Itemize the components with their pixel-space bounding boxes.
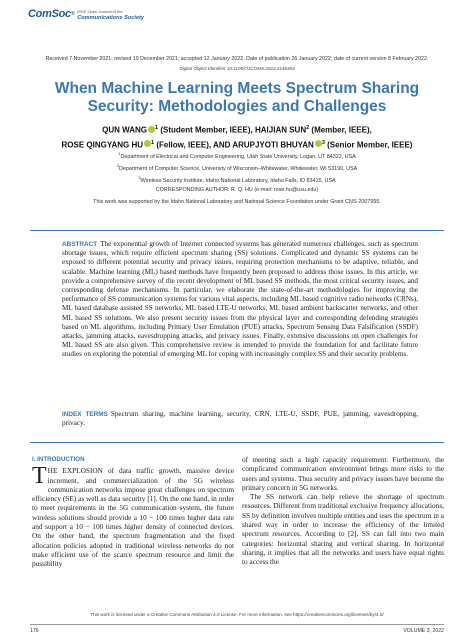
column-left — [32, 455, 234, 569]
title-line-2: Security: Methodologies and Challenges — [87, 98, 387, 115]
license-note: This work is licensed under a Creative Commons Attribution 4.0 License. For more information, see https://creativecommons.org/licenses/by/4.0/ — [90, 612, 384, 617]
volume-label: VOLUME 3, 2022 — [403, 628, 444, 634]
column-right — [242, 455, 444, 567]
orcid-icon[interactable] — [148, 126, 155, 133]
affiliation-2: $^2$Department of Computer Science, University of Wisconsin–Whitewater, Whitewater, WI 53190, USA — [116, 163, 358, 172]
page-footer — [30, 624, 444, 636]
abstract-label: ABSTRACT — [62, 241, 98, 248]
author-rose-hu: ROSE QINGYANG HU — [61, 140, 144, 150]
index-terms-text: Spectrum sharing, machine learning, security, CRN, LTE-U, SSDF, PUE, jamming, eavesdropping, privacy. — [62, 410, 418, 428]
funding-note: This work was supported by the Idaho National Laboratory and National Science Foundation under Grant CNS-2007995. — [93, 199, 381, 205]
journal-name-line2: Communications Society — [77, 15, 145, 21]
author-list — [20, 122, 454, 151]
paper-title — [20, 80, 454, 116]
author-line-2: ROSE QINGYANG HU $^1$ (Fellow, IEEE), AND ARUPJYOTI BHUYAN $^3$ (Senior Member, IEEE) — [61, 139, 413, 150]
section-heading-introduction: I. INTRODUCTION — [32, 456, 85, 463]
received-dates: Received 7 November 2021; revised 19 December 2021; accepted 12 January 2022. Date of publication 26 January 2022; date of current version 8 February 2022. — [45, 56, 429, 62]
journal-logo — [28, 8, 144, 21]
divider-bottom — [30, 442, 444, 443]
page-number: 176 — [30, 628, 39, 634]
abstract — [62, 240, 418, 360]
journal-name-line1: IEEE Open Journal of the — [77, 9, 123, 14]
abstract-text: The exponential growth of Internet connected systems has generated numerous challenges, such as spectrum shortage issues, which require efficient spectrum sharing (SS) solutions. Complicated and dynamic SS systems can be exposed to different potential security and privacy issues, requiring protection mechanisms to be adaptive, reliable, and scalable. Machine learning (ML) based methods have frequently been proposed to address those issues. In this article, we provide a comprehensive survey of the recent development of ML based SS methods, the most critical security issues, and corresponding defense mechanisms. In particular, we elaborate the state-of-the-art methodologies for improving the performance of SS communication systems for various vital aspects, including ML based cognitive radio networks (CRNs), ML based database assisted SS networks, ML based LTE-U networks, ML based ambient backscatter networks, and other ML based SS solutions. We also present security issues from the physical layer and corresponding defending strategies based on ML algorithms, including Primary User Emulation (PUE) attacks, Spectrum Sensing Data Falsification (SSDF) attacks, jamming attacks, eavesdropping attacks, and privacy issues. Finally, extensive discussions on open challenges for ML based SS are also given. This comprehensive review is intended to provide the foundation for and facilitate future studies on exploring the potential of emerging ML for coping with increasingly complex SS and their security problems. — [62, 240, 418, 359]
comsoc-logo-mark: ComSoc® — [28, 8, 75, 20]
intro-paragraph-1-cont: of meeting such a high capacity requirement. Furthermore, the complicated communication environment brings more risks to the users and systems. Thus security and privacy issues have become the primary concern in 5G networks. — [242, 455, 444, 492]
intro-paragraph-1: THE EXPLOSION of data traffic growth, massive device increment, and commercialization of the 5G wireless communication networks impose great challenges on spectrum efficiency (SE) as well as data security [1]. On the one hand, in order to meet requirements in the 5G communication system, the future wireless solutions should provide a 10 − 100 times higher data rate and support a 10 − 100 times higher density of connected devices. On the other hand, the spectrum fragmentation and the fixed allocation policies adopted in traditional wireless networks do not make efficient use of the scarce spectrum resource and limit the possibility — [32, 463, 234, 569]
corresponding-author: CORRESPONDING AUTHOR: R. Q. HU (e-mail: rose.hu@usu.edu) — [155, 187, 319, 193]
journal-name — [77, 8, 144, 21]
intro-paragraph-2: The SS network can help relieve the shortage of spectrum resources. Different from traditional exclusive frequency allocations, SS by definition involves multiple entities and uses the spectrum in a shared way in order to increase the efficiency of the limited spectrum resources. According to [2], SS can fall into two main categories: horizontal sharing and vertical sharing. In horizontal sharing, it implies that all the networks and users have equal rights to access the — [242, 492, 444, 567]
doi-line: Digital Object Identifier 10.1109/OJCOMS.2022.3146364 — [179, 66, 295, 71]
author-qun-wang: QUN WANG — [102, 125, 148, 135]
affiliation-3: $^3$Wireless Security Institute, Idaho National Laboratory, Idaho Falls, ID 83415, USA — [138, 175, 336, 184]
orcid-icon[interactable] — [315, 140, 322, 147]
index-terms — [62, 410, 418, 428]
title-line-1: When Machine Learning Meets Spectrum Sharing — [54, 80, 420, 97]
author-line-1: QUN WANG $^1$ (Student Member, IEEE), HAIJIAN SUN$^2$ (Member, IEEE), — [102, 125, 372, 135]
divider-top — [30, 230, 444, 231]
affiliation-1: $^1$Department of Electrical and Computer Engineering, Utah State University, Logan, UT 84322, USA — [118, 151, 356, 160]
drop-cap: T — [32, 463, 47, 490]
orcid-icon[interactable] — [144, 140, 151, 147]
index-terms-label: INDEX TERMS — [62, 411, 108, 418]
